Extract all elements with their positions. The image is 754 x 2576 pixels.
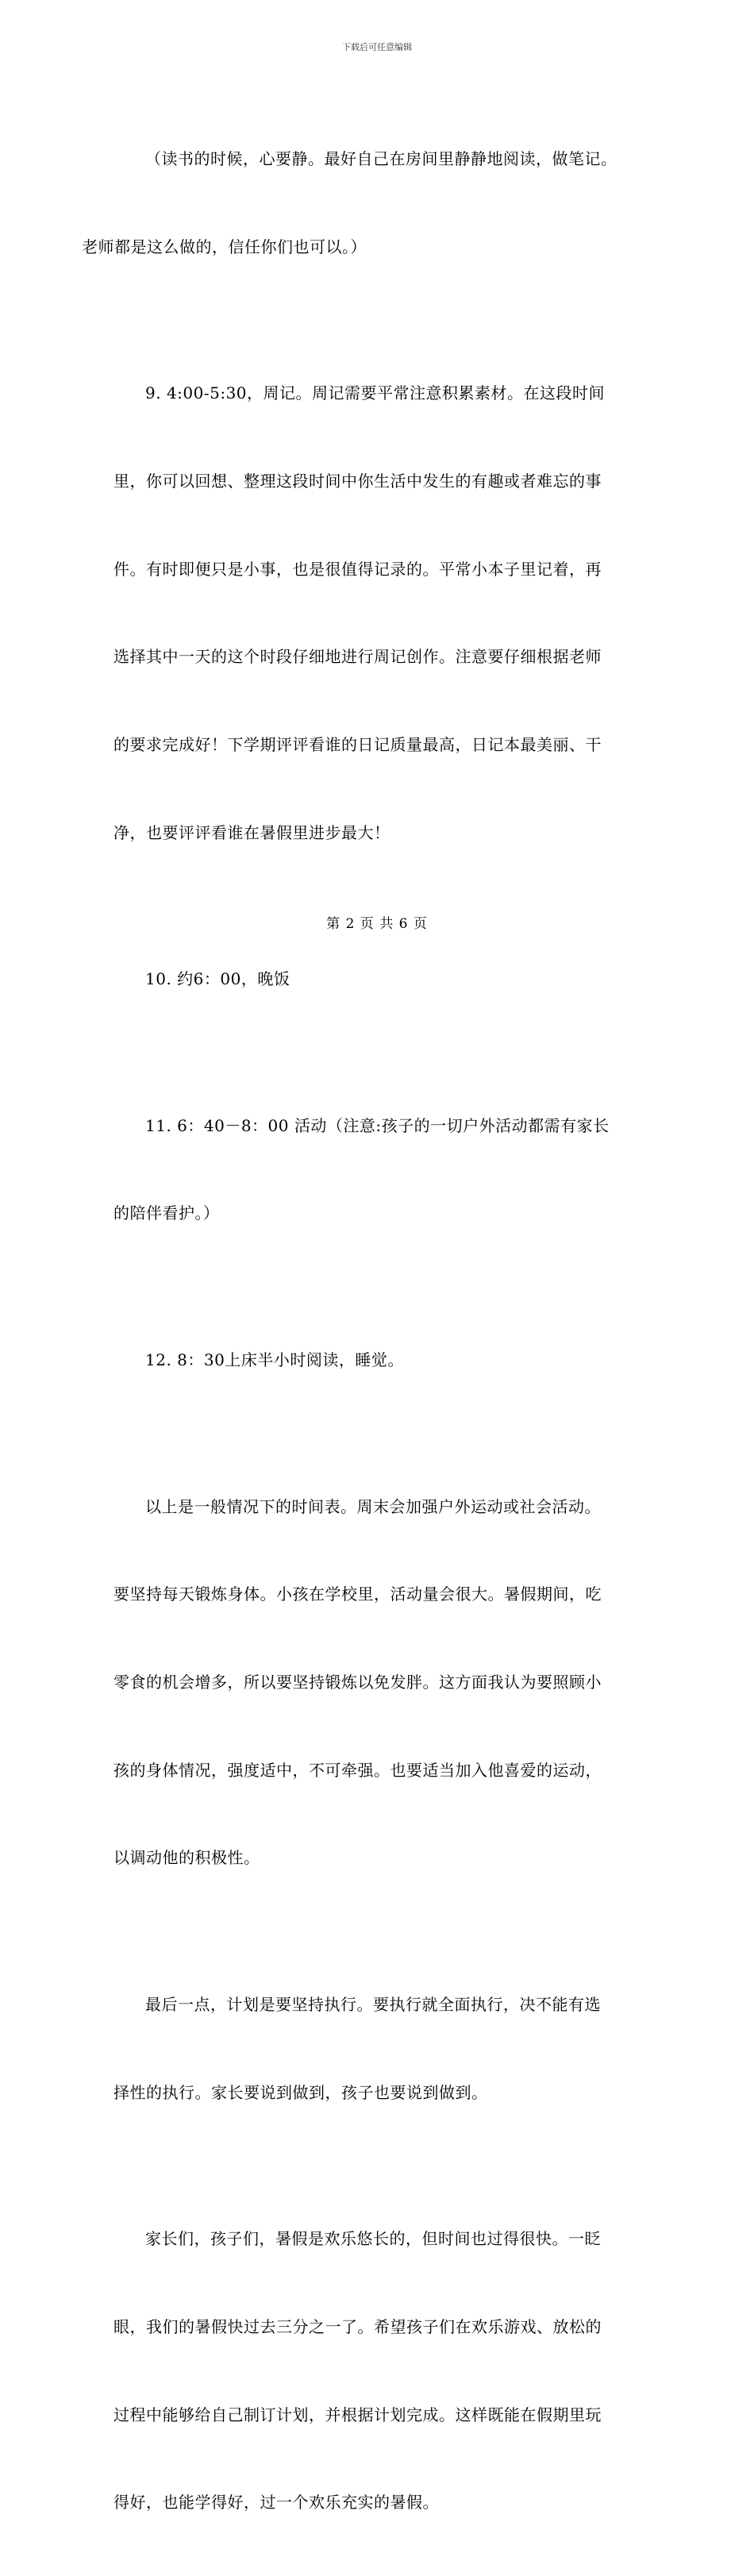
text-line: 最后一点，计划是要坚持执行。要执行就全面执行，决不能有选 [145,1994,601,2014]
text-line: 得好，也能学得好，过一个欢乐充实的暑假。 [113,2493,439,2512]
text-line: 12. 8：30上床半小时阅读，睡觉。 [145,1350,404,1369]
paragraph-item-12 [113,1287,641,1434]
paragraph-item-9 [113,320,641,906]
text-line: 里，你可以回想、整理这段时间中你生活中发生的有趣或者难忘的事 [113,471,602,491]
text-line: 选择其中一天的这个时段仔细地进行周记创作。注意要仔细根据老师 [113,647,602,667]
paragraph-last-point [113,1931,641,2166]
paragraph-closing [113,2166,641,2576]
paragraph-item-11 [113,1053,641,1287]
text-line: 以上是一般情况下的时间表。周末会加强户外运动或社会活动。 [145,1496,601,1516]
page-number: 第 2 页 共 6 页 [326,916,428,932]
text-line: 眼，我们的暑假快过去三分之一了。希望孩子们在欢乐游戏、放松的 [113,2316,602,2336]
text-line: 孩的身体情况，强度适中，不可牵强。也要适当加入他喜爱的运动， [113,1760,602,1780]
text-line: 的要求完成好！下学期评评看谁的日记质量最高，日记本最美丽、干 [113,734,602,754]
text-line: 的陪伴看护。） [113,1203,220,1223]
text-line: 过程中能够给自己制订计划，并根据计划完成。这样既能在假期里玩 [113,2405,602,2424]
text-line: 择性的执行。家长要说到做到，孩子也要说到做到。 [113,2082,488,2102]
paragraph-schedule-summary [113,1434,641,1931]
text-line: 9. 4:00-5:30，周记。周记需要平常注意积累素材。在这段时间 [145,383,606,403]
text-line: 老师都是这么做的，信任你们也可以。） [82,237,367,256]
document-body [82,86,641,2576]
text-line: 零食的机会增多，所以要坚持锻炼以免发胖。这方面我认为要照顾小 [113,1672,602,1692]
text-line: 净，也要评评看谁在暑假里进步最大！ [113,822,390,842]
text-line: 以调动他的积极性。 [113,1848,260,1868]
text-line: （读书的时候，心要静。最好自己在房间里静静地阅读，做笔记。 [145,148,617,168]
text-line: 件。有时即便只是小事，也是很值得记录的。平常小本子里记着，再 [113,559,602,579]
page-header: 下载后可任意编辑 [342,42,412,52]
paragraph-reading-note [82,86,641,320]
text-line: 11. 6：40－8：00 活动（注意:孩子的一切户外活动都需有家长 [145,1115,610,1135]
text-line: 要坚持每天锻炼身体。小孩在学校里，活动量会很大。暑假期间，吃 [113,1584,602,1604]
text-line: 10. 约6：00，晚饭 [145,969,290,989]
text-line: 家长们，孩子们，暑假是欢乐悠长的，但时间也过得很快。一眨 [145,2229,601,2249]
